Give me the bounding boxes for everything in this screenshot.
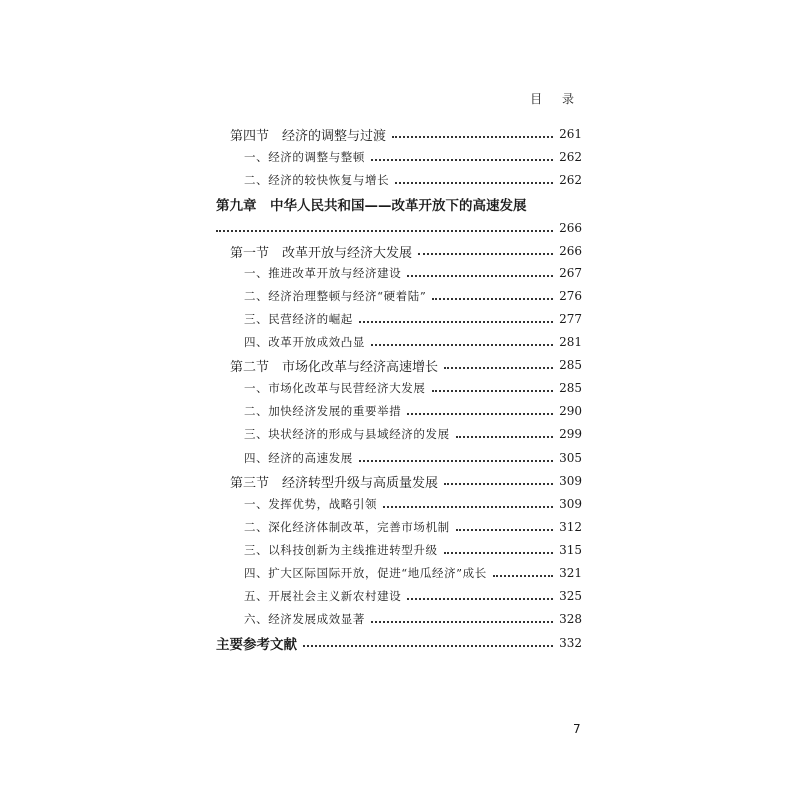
toc-entry-label: 三、块状经济的形成与县域经济的发展 bbox=[244, 427, 450, 441]
toc-entry-section bbox=[0, 123, 800, 145]
dot-leader bbox=[383, 506, 553, 508]
toc-entry-page: 309 bbox=[559, 497, 582, 511]
toc-entry-label: 二、深化经济体制改革，完善市场机制 bbox=[244, 520, 450, 534]
toc-entry-label: 一、市场化改革与民营经济大发展 bbox=[244, 381, 426, 395]
dot-leader bbox=[418, 253, 553, 255]
toc-entry-label: 五、开展社会主义新农村建设 bbox=[244, 589, 402, 603]
toc-entry-page: 262 bbox=[559, 173, 582, 187]
dot-leader bbox=[371, 621, 553, 623]
toc-entry-page: 266 bbox=[559, 244, 582, 258]
toc-entry-label: 三、以科技创新为主线推进转型升级 bbox=[244, 543, 438, 557]
dot-leader bbox=[359, 321, 553, 323]
dot-leader bbox=[493, 575, 553, 577]
toc-entry-item bbox=[0, 331, 800, 353]
toc-entry-label: 第四节 经济的调整与过渡 bbox=[230, 128, 387, 144]
toc-entry-label: 四、改革开放成效凸显 bbox=[244, 335, 365, 349]
toc-entry-label: 第九章 中华人民共和国——改革开放下的高速发展 bbox=[216, 198, 527, 214]
toc-entry-label: 一、推进改革开放与经济建设 bbox=[244, 266, 402, 280]
toc-entry-item bbox=[0, 169, 800, 191]
toc-entry-page: 267 bbox=[559, 266, 582, 280]
toc-entry-item bbox=[0, 262, 800, 284]
dot-leader bbox=[456, 436, 553, 438]
toc-entry-item bbox=[0, 539, 800, 561]
toc-entry-item bbox=[0, 585, 800, 607]
toc-entry-label: 六、经济发展成效显著 bbox=[244, 612, 365, 626]
dot-leader bbox=[432, 390, 554, 392]
toc-entry-label: 三、民营经济的崛起 bbox=[244, 312, 353, 326]
toc-entry-label: 四、扩大区际国际开放，促进“地瓜经济”成长 bbox=[244, 566, 487, 580]
toc-entry-page: 277 bbox=[559, 312, 582, 326]
toc-entry-page: 285 bbox=[559, 358, 582, 372]
toc-entry-label: 一、发挥优势，战略引领 bbox=[244, 497, 378, 511]
toc-entry-item bbox=[0, 447, 800, 469]
toc-entry-section bbox=[0, 470, 800, 492]
toc-entry-chapter bbox=[0, 193, 800, 215]
dot-leader bbox=[444, 483, 553, 485]
toc-entry-biblio bbox=[0, 632, 800, 654]
toc-entry-page: 328 bbox=[559, 612, 582, 626]
toc-entry-section bbox=[0, 354, 800, 376]
toc-entry-chapter-wrap bbox=[0, 217, 800, 239]
toc-entry-label: 四、经济的高速发展 bbox=[244, 451, 353, 465]
toc-entry-page: 266 bbox=[559, 221, 582, 235]
dot-leader bbox=[216, 230, 553, 232]
toc-entry-label: 第一节 改革开放与经济大发展 bbox=[230, 245, 413, 261]
toc-entry-page: 312 bbox=[559, 520, 582, 534]
toc-entry-label: 二、经济的较快恢复与增长 bbox=[244, 173, 390, 187]
toc-entry-item bbox=[0, 377, 800, 399]
toc-entry-page: 261 bbox=[559, 127, 582, 141]
toc-entry-label: 一、经济的调整与整顿 bbox=[244, 150, 365, 164]
toc-entry-page: 309 bbox=[559, 474, 582, 488]
toc-entry-label: 第二节 市场化改革与经济高速增长 bbox=[230, 359, 439, 375]
page-number: 7 bbox=[573, 722, 581, 736]
dot-leader bbox=[407, 598, 553, 600]
dot-leader bbox=[395, 182, 553, 184]
dot-leader bbox=[407, 275, 553, 277]
toc-entry-label: 二、加快经济发展的重要举措 bbox=[244, 404, 402, 418]
running-header: 目 录 bbox=[530, 92, 582, 106]
dot-leader bbox=[432, 298, 553, 300]
toc-entry-page: 285 bbox=[559, 381, 582, 395]
toc-entry-page: 281 bbox=[559, 335, 582, 349]
dot-leader bbox=[456, 529, 553, 531]
toc-entry-page: 290 bbox=[559, 404, 582, 418]
toc-entry-item bbox=[0, 493, 800, 515]
dot-leader bbox=[444, 552, 553, 554]
toc-entry-item bbox=[0, 146, 800, 168]
toc-entry-page: 305 bbox=[559, 451, 582, 465]
toc-entry-page: 321 bbox=[559, 566, 582, 580]
toc-entry-item bbox=[0, 308, 800, 330]
toc-entry-page: 276 bbox=[559, 289, 582, 303]
toc-entry-page: 262 bbox=[559, 150, 582, 164]
dot-leader bbox=[371, 159, 553, 161]
toc-entry-item bbox=[0, 562, 800, 584]
dot-leader bbox=[371, 344, 553, 346]
dot-leader bbox=[444, 367, 553, 369]
toc-entry-page: 299 bbox=[559, 427, 582, 441]
dot-leader bbox=[303, 645, 553, 647]
toc-entry-section bbox=[0, 240, 800, 262]
toc-entry-item bbox=[0, 516, 800, 538]
dot-leader bbox=[407, 413, 553, 415]
toc-entry-label: 第三节 经济转型升级与高质量发展 bbox=[230, 475, 439, 491]
toc-entry-item bbox=[0, 423, 800, 445]
toc-entry-item bbox=[0, 285, 800, 307]
toc-entry-label: 二、经济治理整顿与经济“硬着陆” bbox=[244, 289, 427, 303]
toc-entry-label: 主要参考文献 bbox=[216, 637, 297, 653]
toc-entry-page: 332 bbox=[559, 636, 582, 650]
dot-leader bbox=[359, 460, 553, 462]
dot-leader bbox=[392, 136, 553, 138]
toc-entry-page: 325 bbox=[559, 589, 582, 603]
toc-entry-page: 315 bbox=[559, 543, 582, 557]
toc-entry-item bbox=[0, 608, 800, 630]
toc-entry-item bbox=[0, 400, 800, 422]
